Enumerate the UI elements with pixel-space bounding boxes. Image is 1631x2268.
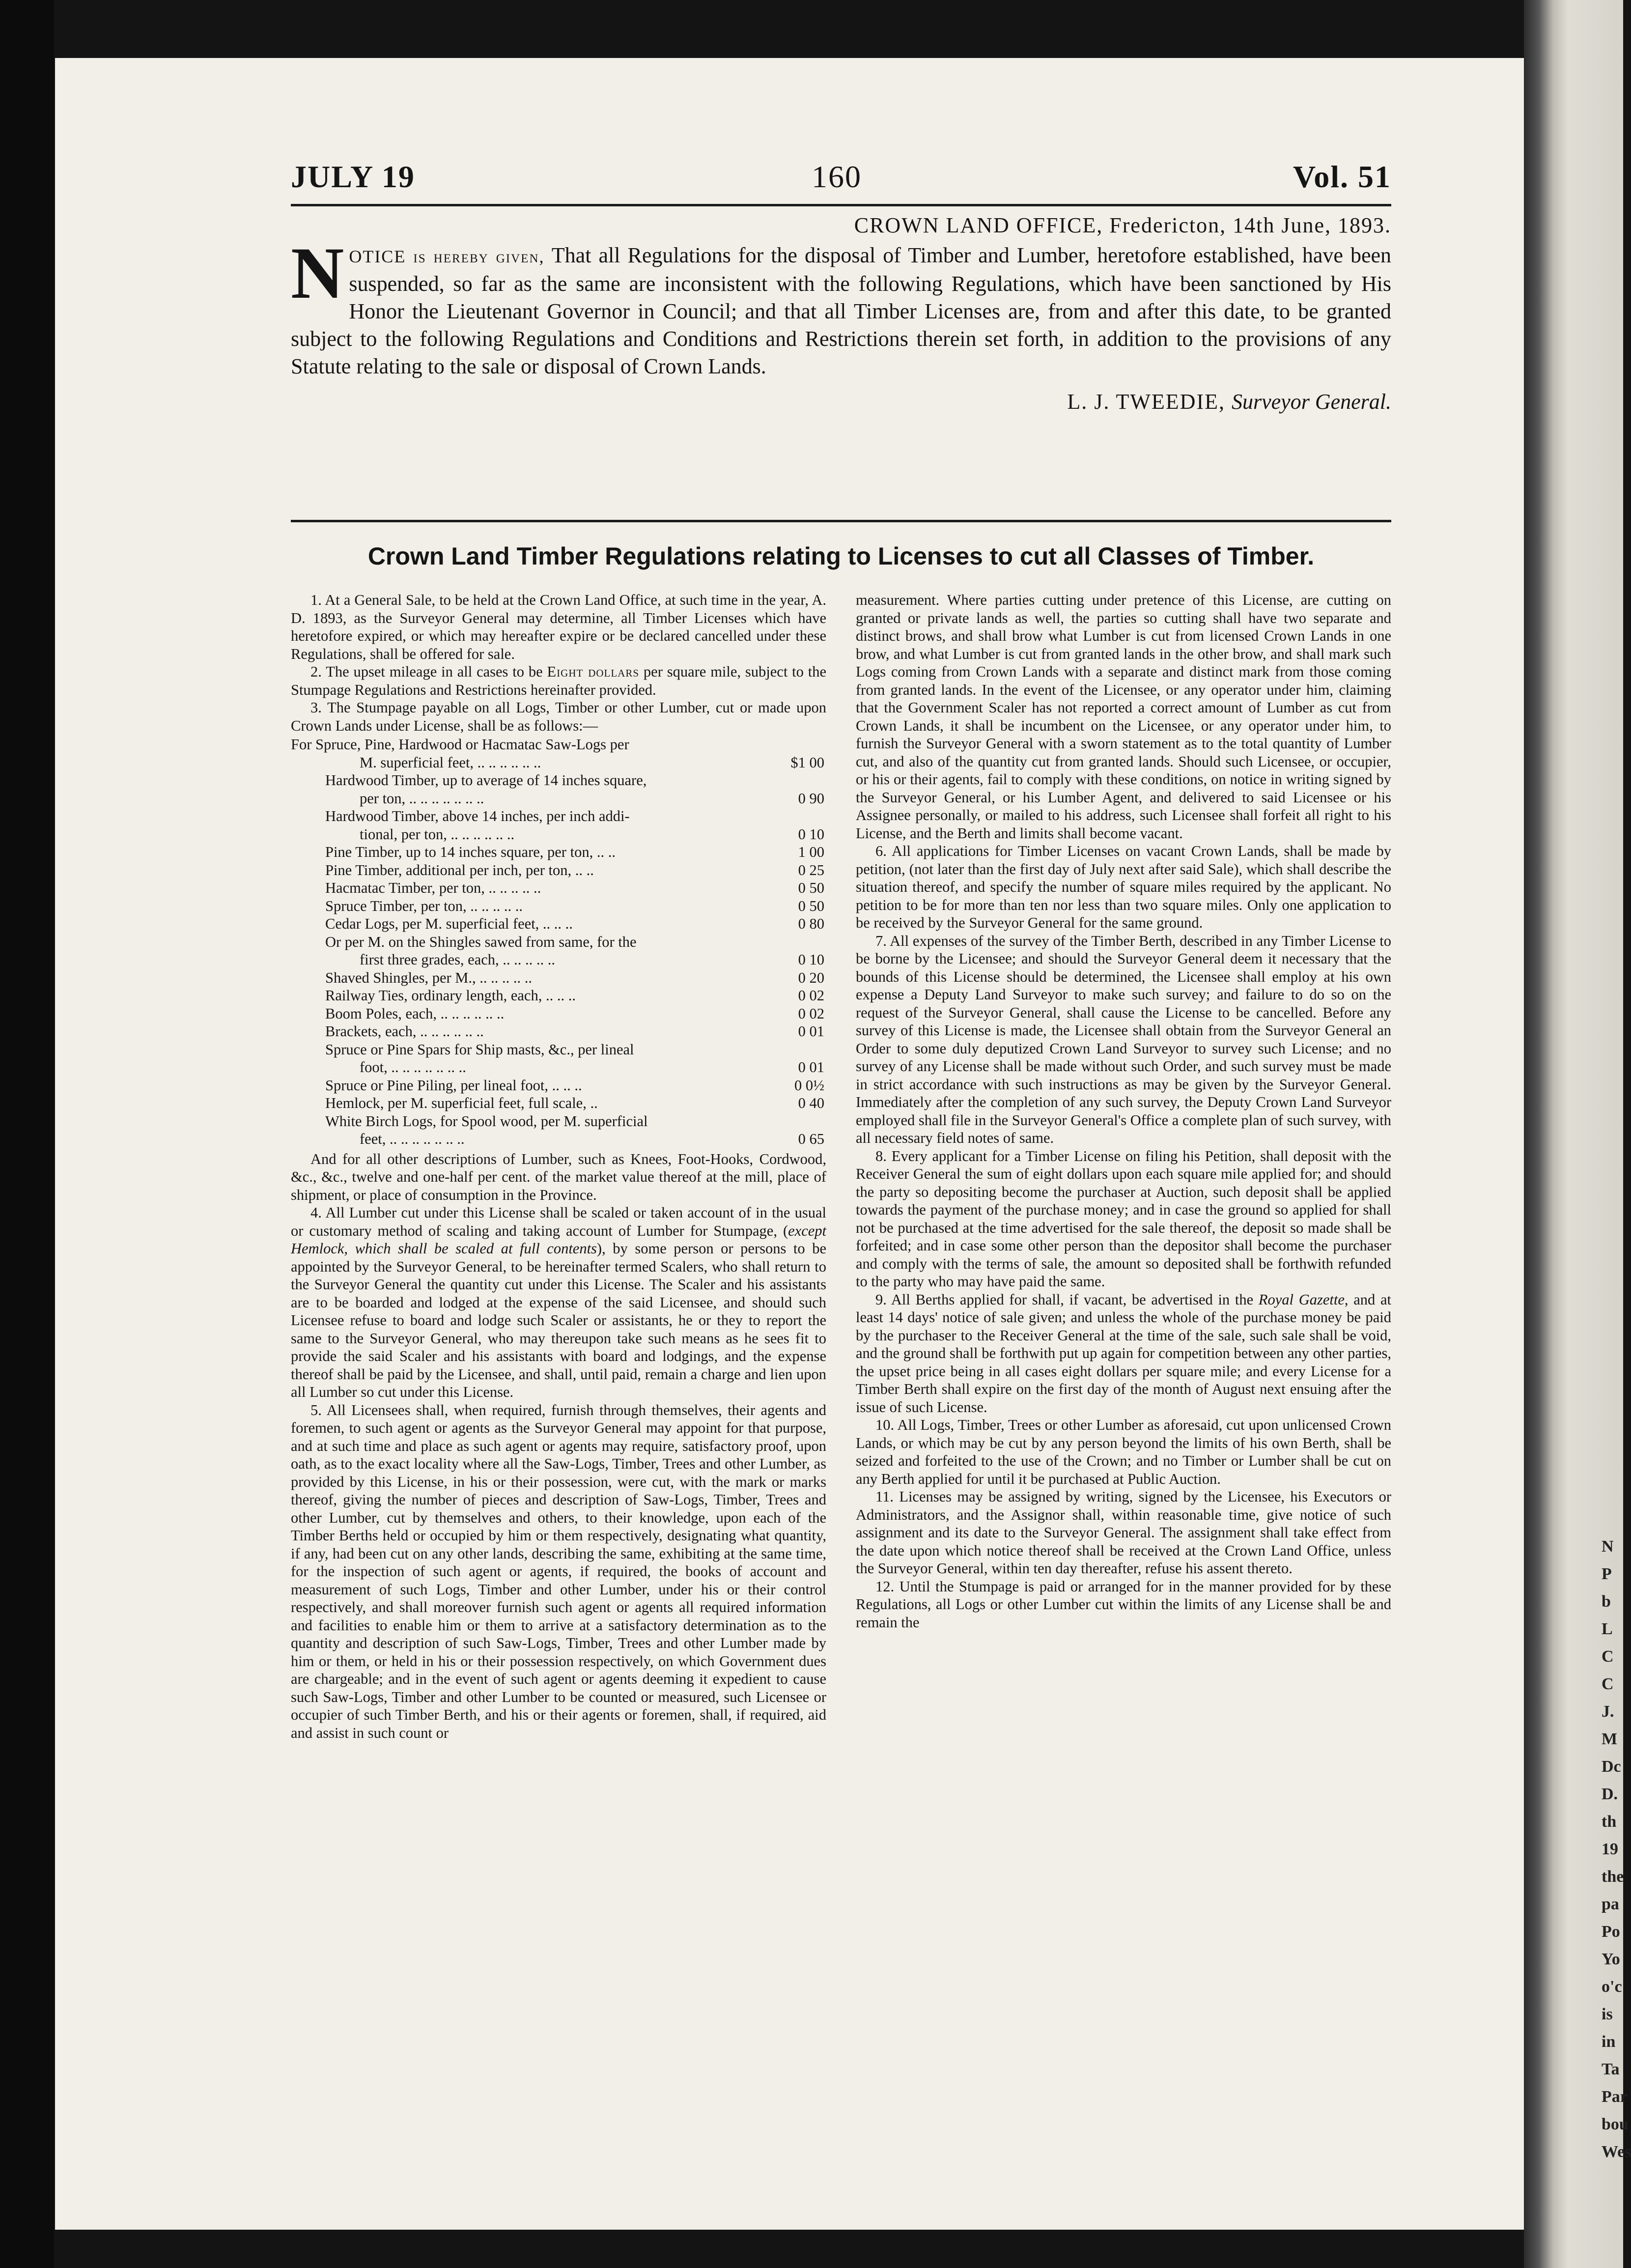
rate-value: 0 65 bbox=[798, 1131, 824, 1147]
notice-text: That all Regulations for the disposal of Timber and Lumber, heretofore established, have been suspended, so far as the same are inconsistent with the following Regulations, which have been sanctioned by His Honor the Lieutenant Governor in Council; and that all Timber Licenses are, from and after this date, to be granted subject to the following Regulations and Conditions and Restrictions therein set forth, in addition to the provisions of any Statute relating to the sale or disposal of Crown Lands. bbox=[291, 243, 1392, 378]
rate-label: Pine Timber, additional per inch, per ton, .. .. bbox=[325, 861, 594, 879]
facing-page-fragment: Ta bbox=[1602, 2060, 1620, 2078]
running-head bbox=[291, 159, 1391, 203]
facing-page-fragment: C bbox=[1602, 1675, 1614, 1693]
notice-opening: OTICE is hereby given, bbox=[349, 247, 545, 266]
rate-value: 0 01 bbox=[798, 1059, 824, 1076]
rate-row bbox=[291, 987, 826, 1005]
rate-label: Railway Ties, ordinary length, each, .. .. .. bbox=[325, 987, 576, 1004]
facing-page-fragment: Wes bbox=[1602, 2143, 1631, 2161]
regulation-4-text-a: 4. All Lumber cut under this License shall be scaled or taken account of in the usual or customary method of scaling and taking account of Lumber for Stumpage, ( bbox=[291, 1204, 826, 1239]
volume-number: Vol. 51 bbox=[1293, 159, 1391, 194]
left-column bbox=[291, 591, 826, 1742]
facing-page-fragment: th bbox=[1602, 1813, 1617, 1831]
facing-page-fragment: is bbox=[1602, 2005, 1613, 2023]
rate-label: Cedar Logs, per M. superficial feet, .. .. .. bbox=[325, 915, 573, 932]
notice-dateline: CROWN LAND OFFICE, Fredericton, 14th June, 1893. bbox=[854, 213, 1391, 237]
rate-label: White Birch Logs, for Spool wood, per M. superficial bbox=[325, 1112, 648, 1130]
rate-value: 0 90 bbox=[798, 790, 824, 807]
regulations-heading: Crown Land Timber Regulations relating to Licenses to cut all Classes of Timber. bbox=[367, 542, 1315, 570]
facing-page-fragment: J. bbox=[1602, 1702, 1614, 1721]
rate-value: $1 00 bbox=[790, 754, 824, 771]
rate-label: per ton, .. .. .. .. .. .. .. bbox=[360, 790, 484, 807]
regulation-10: 10. All Logs, Timber, Trees or other Lumber as aforesaid, cut upon unlicensed Crown Lands, or which may be cut by any person beyond the limits of his own Berth, shall be seized and forfeited to the use of the Crown; and no Timber or Lumber shall be cut on any Berth applied for until it be purchased at Public Auction. bbox=[856, 1417, 1391, 1487]
page-content bbox=[291, 159, 1392, 1741]
rate-label: foot, .. .. .. .. .. .. .. bbox=[360, 1059, 466, 1076]
rate-row bbox=[291, 1077, 826, 1095]
drop-cap: N bbox=[291, 232, 344, 314]
notice-block bbox=[291, 213, 1391, 436]
rate-row bbox=[291, 1022, 826, 1041]
rate-value: 0 50 bbox=[798, 897, 824, 914]
rate-label: Spruce or Pine Piling, per lineal foot, .. .. .. bbox=[325, 1077, 582, 1094]
regulation-9-italic: Royal Gazette bbox=[1258, 1291, 1345, 1308]
notice-body bbox=[291, 232, 1392, 380]
rate-value: 0 40 bbox=[798, 1095, 824, 1111]
rate-value: 1 00 bbox=[798, 844, 824, 860]
facing-page-fragment: Po bbox=[1602, 1923, 1620, 1941]
rate-row bbox=[291, 736, 826, 754]
header-rule bbox=[291, 204, 1391, 206]
facing-page-fragment: P bbox=[1602, 1565, 1612, 1583]
regulation-9-text-b: , and at least 14 days' notice of sale given; and unless the whole of the purchase money be paid by the purchaser to the Receiver General at the time of the sale, such sale shall be void, and the ground shall be forthwith put up again for competition between any other parties, the upset price being in all cases eight dollars per square mile; and every License for a Timber Berth shall expire on the first day of the month of August next ensuing after the issue of such License. bbox=[856, 1291, 1392, 1416]
rate-row bbox=[291, 1094, 826, 1112]
rate-value: 0 02 bbox=[798, 987, 824, 1004]
rate-value: 0 80 bbox=[798, 915, 824, 932]
rate-label: Spruce or Pine Spars for Ship masts, &c., per lineal bbox=[325, 1041, 634, 1058]
rate-label: M. superficial feet, .. .. .. .. .. .. bbox=[360, 754, 541, 771]
rate-label: Hardwood Timber, up to average of 14 inches square, bbox=[325, 772, 647, 789]
rate-value bbox=[824, 1041, 826, 1059]
rate-label: Hardwood Timber, above 14 inches, per inch addi- bbox=[325, 808, 630, 824]
notice-signature bbox=[291, 389, 1391, 414]
regulation-2 bbox=[291, 663, 826, 699]
signature-title: Surveyor General. bbox=[1231, 390, 1391, 414]
rate-row bbox=[291, 861, 826, 879]
rate-row bbox=[291, 790, 826, 808]
regulation-9 bbox=[856, 1291, 1391, 1417]
facing-page-fragment: L bbox=[1602, 1620, 1613, 1638]
rate-value: 0 01 bbox=[798, 1023, 824, 1040]
rate-label: Or per M. on the Shingles sawed from same, for the bbox=[325, 933, 637, 950]
regulation-4-italic: except Hemlock, which shall be scaled at full contents bbox=[291, 1222, 826, 1257]
rate-value: 0 0½ bbox=[794, 1077, 824, 1094]
regulation-12: 12. Until the Stumpage is paid or arranged for in the manner provided for by these Regulations, all Logs or other Lumber cut within the limits of any License shall be and remain the bbox=[856, 1578, 1391, 1631]
rate-value: 0 02 bbox=[798, 1005, 824, 1022]
rate-label: Shaved Shingles, per M., .. .. .. .. .. bbox=[325, 969, 533, 986]
rate-row bbox=[291, 825, 826, 844]
rate-label: Brackets, each, .. .. .. .. .. .. bbox=[325, 1023, 484, 1040]
rate-row bbox=[291, 897, 826, 915]
issue-date: JULY 19 bbox=[291, 159, 415, 194]
regulation-8: 8. Every applicant for a Timber License on filing his Petition, shall deposit with the Receiver General the sum of eight dollars upon each square mile applied for; and should the party so depositing become the purchaser at Auction, such deposit shall be applied towards the payment of the purchase money; and in case the ground so applied for shall not be purchased at the time advertised for the sale thereof, the deposit so made shall be forfeited; and in case some other person than the depositor shall become the purchaser and comply with the terms of sale, the amount so deposited shall be forthwith refunded to the party who may have paid the same. bbox=[856, 1147, 1391, 1290]
notice-rule bbox=[291, 520, 1391, 522]
facing-page-fragment: D. bbox=[1602, 1785, 1618, 1803]
facing-page-fragment: o'c bbox=[1602, 1978, 1622, 1996]
rate-value: 0 10 bbox=[798, 951, 824, 968]
facing-page-fragment: M bbox=[1602, 1730, 1618, 1748]
regulation-3: 3. The Stumpage payable on all Logs, Timber or other Lumber, cut or made upon Crown Lands under License, shall be as follows:— bbox=[291, 699, 826, 734]
signature-name: L. J. TWEEDIE, bbox=[1067, 390, 1225, 414]
rate-value bbox=[824, 807, 826, 825]
facing-page-margin-text bbox=[1602, 1533, 1631, 2166]
facing-page-fragment: Par bbox=[1602, 2088, 1628, 2106]
rate-value bbox=[824, 736, 826, 754]
rate-row bbox=[291, 807, 826, 825]
rate-value bbox=[824, 1112, 826, 1131]
regulation-9-text-a: 9. All Berths applied for shall, if vacant, be advertised in the bbox=[875, 1291, 1254, 1308]
rate-row bbox=[291, 1058, 826, 1077]
rate-row bbox=[291, 843, 826, 861]
facing-page-fragment: 19 bbox=[1602, 1840, 1618, 1858]
rate-label: Hemlock, per M. superficial feet, full scale, .. bbox=[325, 1095, 598, 1111]
page-number: 160 bbox=[812, 159, 862, 194]
regulation-2-text-a: 2. The upset mileage in all cases to be bbox=[310, 663, 543, 680]
facing-page-fragment: in bbox=[1602, 2033, 1616, 2051]
regulation-3-tail: And for all other descriptions of Lumber, such as Knees, Foot-Hooks, Cordwood, &c., &c., twelve and one-half per cent. of the market value thereof at the mill, place of shipment, or place of consumption in the Province. bbox=[291, 1150, 826, 1203]
facing-page-fragment: Dc bbox=[1602, 1758, 1621, 1776]
facing-page-fragment: N bbox=[1602, 1537, 1614, 1556]
rate-label: Spruce Timber, per ton, .. .. .. .. .. bbox=[325, 897, 523, 914]
regulation-5: 5. All Licensees shall, when required, furnish through themselves, their agents and foremen, to such agent or agents as the Surveyor General may appoint for that purpose, and at such time and place as such agent or agents may require, satisfactory proof, upon oath, as to the exact locality where all the Saw-Logs, Timber, Trees and other Lumber, as provided by this License, in his or their possession, were cut, with the mark or marks thereof, giving the number of pieces and description of Saw-Logs, Timber, Trees and other Lumber, cut by themselves and others, to their knowledge, upon each of the Timber Berths held or occupied by him or them respectively, designating what quantity, if any, had been cut on any other lands, describing the same, exhibiting at the same time, for the inspection of such agent or agents, if required, the books of account and measurement of such Logs, Timber and other Lumber, under his or their control respectively, and shall moreover furnish such agent or agents all required information and facilities to enable him or them to arrive at a satisfactory determination as to the quantity and description of such Saw-Logs, Timber, Trees and other Lumber made by him or them, or held in his or their possession respectively, on which Government dues are chargeable; and in the event of such agent or agents deeming it expedient to cause such Saw-Logs, Timber and other Lumber to be counted or measured, such Licensee or occupier of such Timber Berth, and his or their agents or foremen, shall, if required, aid and assist in such count or bbox=[291, 1401, 826, 1741]
regulation-4 bbox=[291, 1204, 826, 1401]
stumpage-rate-table bbox=[291, 736, 826, 1148]
rate-row bbox=[291, 1130, 826, 1148]
facing-page-fragment: C bbox=[1602, 1647, 1614, 1666]
rate-value: 0 10 bbox=[798, 825, 824, 843]
rate-value: 0 25 bbox=[798, 861, 824, 879]
regulation-2-smallcaps: Eight dollars bbox=[547, 663, 640, 680]
regulation-7: 7. All expenses of the survey of the Timber Berth, described in any Timber License to be borne by the Licensee; and should the Surveyor General deem it necessary that the bounds of this License should be determined, the Licensee shall employ at his own expense a Deputy Land Surveyor to make such survey; and failure to do so on the request of the Surveyor General, shall cause the License to be cancelled. Before any survey of this License is made, the Licensee shall obtain from the Surveyor General an Order to some duly deputized Crown Land Surveyor to survey such License; and no survey of any License shall be made without such Order, and such survey must be made in strict accordance with such instructions as may be given by the Surveyor General. Immediately after the completion of any such survey, the Deputy Crown Land Surveyor employed shall file in the Surveyor General's Office a complete plan of such survey, with all necessary field notes of same. bbox=[856, 932, 1391, 1146]
regulation-4-text-b: ), by some person or persons to be appointed by the Surveyor General, to be hereinafter termed Scalers, who shall return to the Surveyor General the quantity cut under this License. The Scaler and his assistants are to be boarded and lodged at the expense of the said Licensee, and should such Licensee refuse to board and lodge such Scaler or assistants, he or they to report the same to the Surveyor General, who may thereupon take such means as he sees fit to provide the said Scaler and his assistants with board and lodgings, and the expense thereof shall be paid by the Licensee, and shall, until paid, remain a charge and lien upon all Lumber so cut under this License. bbox=[291, 1240, 826, 1400]
facing-page-fragment: b bbox=[1602, 1592, 1611, 1611]
rate-label: For Spruce, Pine, Hardwood or Hacmatac Saw-Logs per bbox=[291, 736, 629, 753]
rate-label: feet, .. .. .. .. .. .. .. bbox=[360, 1131, 465, 1147]
facing-page-fragment: bou bbox=[1602, 2115, 1629, 2133]
regulation-2-text-b: per square mile, subject to the Stumpage Regulations and Restrictions hereinafter provided. bbox=[291, 663, 827, 698]
rate-value: 0 20 bbox=[798, 969, 824, 986]
rate-row bbox=[291, 951, 826, 969]
rate-row bbox=[291, 1112, 826, 1131]
rate-row bbox=[291, 1005, 826, 1023]
rate-value bbox=[824, 771, 826, 790]
rate-row bbox=[291, 969, 826, 987]
rate-row bbox=[291, 771, 826, 790]
rate-row bbox=[291, 933, 826, 951]
rate-row bbox=[291, 879, 826, 897]
rate-value: 0 50 bbox=[798, 879, 824, 896]
rate-row bbox=[291, 915, 826, 933]
rate-row bbox=[291, 754, 826, 772]
rate-row bbox=[291, 1041, 826, 1059]
regulation-11: 11. Licenses may be assigned by writing, signed by the Licensee, his Executors or Administrators, and the Assignor shall, within reasonable time, give notice of such assignment and its date to the Surveyor General. The assignment shall take effect from the date upon which notice thereof shall be received at the Crown Land Office, unless the Surveyor General, within ten day thereafter, refuse his assent thereto. bbox=[856, 1488, 1391, 1577]
regulation-6: 6. All applications for Timber Licenses on vacant Crown Lands, shall be made by petition, (not later than the first day of July next after said Sale), which shall describe the situation thereof, and specify the number of square miles required by the applicant. No petition to be for more than ten nor less than two square miles. Only one application to be received by the Surveyor General for the same ground. bbox=[856, 843, 1391, 931]
scan-border bbox=[0, 0, 54, 2268]
right-column bbox=[856, 591, 1391, 1631]
regulation-1: 1. At a General Sale, to be held at the Crown Land Office, at such time in the year, A. D. 1893, as the Surveyor General may determine, all Timber Licenses which have heretofore expired, or which may hereafter expire or be declared cancelled under these Regulations, shall be offered for sale. bbox=[291, 592, 826, 662]
rate-label: tional, per ton, .. .. .. .. .. .. bbox=[360, 825, 515, 843]
document-page bbox=[55, 58, 1524, 2230]
rate-label: Hacmatac Timber, per ton, .. .. .. .. .. bbox=[325, 879, 541, 896]
facing-page-fragment: the bbox=[1602, 1868, 1624, 1886]
rate-label: first three grades, each, .. .. .. .. .. bbox=[360, 951, 556, 968]
regulation-5-continued: measurement. Where parties cutting under pretence of this License, are cutting on granted or private lands as well, the parties so cutting shall have two separate and distinct brows, and shall brow what Lumber is cut from licensed Crown Lands in one brow, and what Lumber is cut from granted lands in the other brow, and shall mark such Logs coming from Crown Lands with a separate and distinct mark from those coming from granted lands. In the event of the Licensee, or any operator under him, claiming that the Government Scaler has not reported a correct amount of Lumber as cut from Crown Lands, it shall be incumbent on the Licensee, or any operator under him, to furnish the Surveyor General with a sworn statement as to the total quantity of Lumber cut, and also of the quantity cut from granted lands. Should such Licensee, or occupier, or his or their agents, fail to comply with these conditions, on notice in writing signed by the Surveyor General, or his Lumber Agent, and delivered to said Licensee or his Assignee personally, or mailed to his address, such Licensee shall forfeit all right to his License, and the Berth and limits shall become vacant. bbox=[856, 592, 1391, 842]
facing-page-fragment: pa bbox=[1602, 1895, 1619, 1913]
facing-page-fragment: Yo bbox=[1602, 1950, 1620, 1968]
rate-label: Boom Poles, each, .. .. .. .. .. .. bbox=[325, 1005, 505, 1022]
rate-label: Pine Timber, up to 14 inches square, per ton, .. .. bbox=[325, 844, 616, 860]
rate-value bbox=[824, 933, 826, 951]
